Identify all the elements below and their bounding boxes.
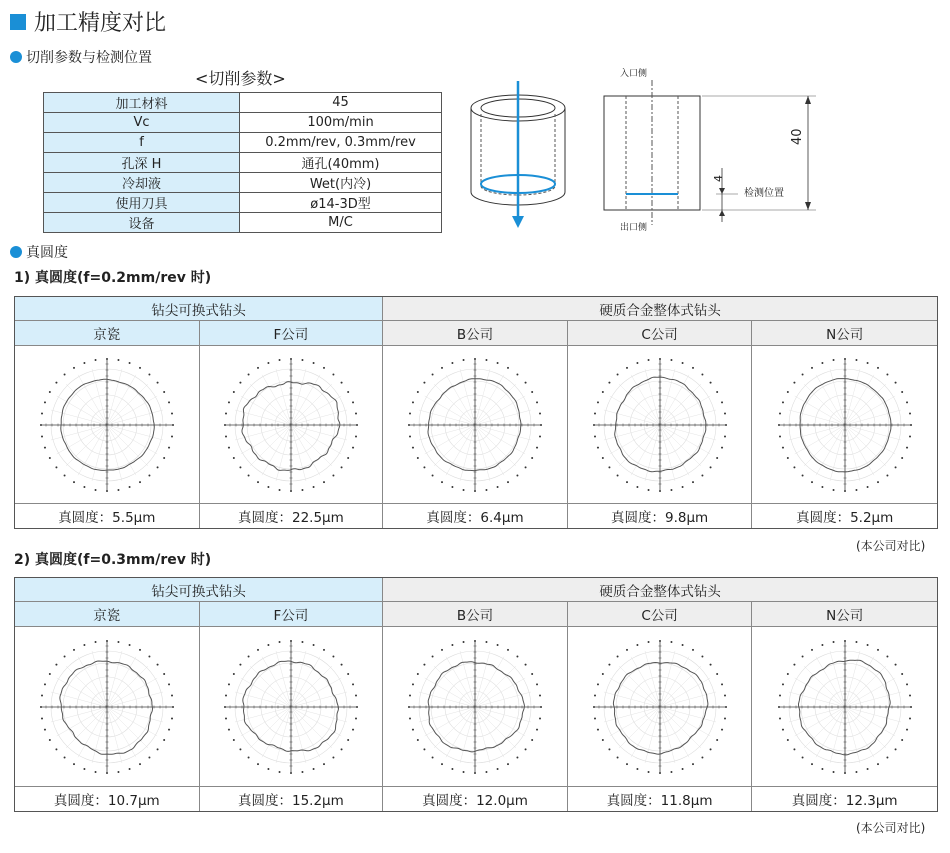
comparison-note: (本公司对比) (856, 821, 926, 835)
result-table-1 (14, 296, 938, 529)
group-header-indexable: 钻尖可换式钻头 (15, 297, 383, 321)
roundness-value: 真圆度：15.2μm (200, 787, 384, 811)
brand-header: 京瓷 (15, 602, 200, 627)
cond-heading-text: 切削参数与检测位置 (26, 50, 152, 66)
page-title (10, 6, 166, 37)
polar-plot (568, 346, 753, 504)
polar-plot (200, 627, 384, 787)
group-header-solid: 硬质合金整体式钻头 (383, 297, 937, 321)
brand-header: C公司 (568, 321, 753, 346)
section-diagram (598, 80, 828, 225)
title-square-icon (10, 14, 26, 30)
table-row: 设备 M/C (44, 213, 442, 233)
brand-header: C公司 (568, 602, 753, 627)
measure-pos-label: 检测位置 (744, 188, 784, 199)
polar-plot (383, 346, 568, 504)
group-header-solid: 硬质合金整体式钻头 (383, 578, 937, 602)
bullet-dot-icon (10, 51, 22, 63)
param-table (43, 92, 442, 233)
param-table-title: <切削参数> (195, 69, 286, 88)
roundness-value: 真圆度：11.8μm (568, 787, 753, 811)
roundness-value: 真圆度：10.7μm (15, 787, 200, 811)
brand-header: B公司 (383, 602, 568, 627)
section2-title: 2) 真圆度(f=0.3mm/rev 时) (14, 552, 212, 568)
polar-plot (752, 346, 937, 504)
bullet-dot-icon (10, 246, 22, 258)
roundness-value: 真圆度：22.5μm (200, 504, 384, 528)
table-row: 使用刀具 ø14-3D型 (44, 193, 442, 213)
inlet-label: 入口侧 (620, 69, 648, 79)
roundness-value: 真圆度：9.8μm (568, 504, 753, 528)
table-row: 孔深 H 通孔(40mm) (44, 153, 442, 173)
brand-header: N公司 (752, 602, 937, 627)
roundness-value: 真圆度：6.4μm (383, 504, 568, 528)
cond-heading (10, 47, 152, 67)
roundness-value: 真圆度：12.3μm (791, 793, 898, 809)
roundness-value: 真圆度：5.2μm (796, 510, 894, 526)
roundness-heading (10, 242, 68, 262)
cylinder-diagram (462, 76, 582, 232)
result-table-2 (14, 577, 938, 812)
brand-header: F公司 (200, 321, 384, 346)
polar-plot (383, 627, 568, 787)
arrow-down-icon (512, 216, 524, 228)
brand-header: B公司 (383, 321, 568, 346)
table-row: 冷却液 Wet(内冷) (44, 173, 442, 193)
roundness-value: 真圆度：5.5μm (15, 504, 200, 528)
depth-label: 40 (790, 128, 805, 145)
roundness-heading-text: 真圆度 (26, 245, 68, 261)
table-row: Vc 100m/min (44, 113, 442, 133)
brand-header: 京瓷 (15, 321, 200, 346)
polar-plot (752, 627, 937, 787)
brand-header: N公司 (752, 321, 937, 346)
polar-plot (568, 627, 753, 787)
table-row: f 0.2mm/rev, 0.3mm/rev (44, 133, 442, 153)
page-title-text: 加工精度对比 (34, 11, 167, 36)
polar-plot (15, 346, 200, 504)
group-header-indexable: 钻尖可换式钻头 (15, 578, 383, 602)
comparison-note: (本公司对比) (856, 539, 926, 553)
offset-label: 4 (712, 175, 725, 182)
polar-plot (200, 346, 384, 504)
outlet-label: 出口侧 (620, 223, 648, 233)
section1-title: 1) 真圆度(f=0.2mm/rev 时) (14, 270, 212, 286)
polar-plot (15, 627, 200, 787)
brand-header: F公司 (200, 602, 384, 627)
table-row: 加工材料 45 (44, 93, 442, 113)
roundness-value: 真圆度：12.0μm (383, 787, 568, 811)
